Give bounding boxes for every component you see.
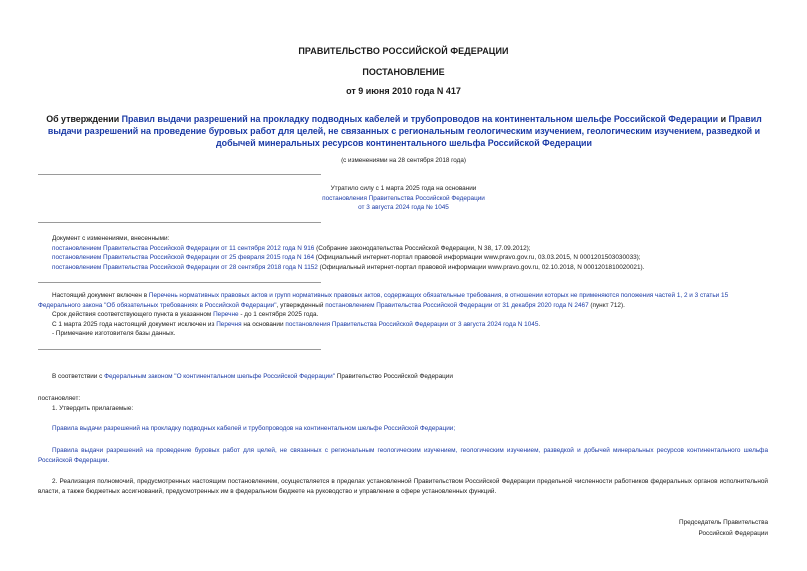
doc-changes-list xyxy=(52,234,772,272)
changes-note: (с изменениями на 28 сентября 2018 года) xyxy=(341,157,466,164)
lost-force-decree-number-link[interactable]: от 3 августа 2024 года № 1045 xyxy=(358,204,449,212)
exclusion-paragraph: С 1 марта 2025 года настоящий документ исключен из Перечня на основании постановления Правительства Российской Федерации от 3 августа 2024 года N 1045. xyxy=(52,320,541,328)
list-of-acts-link[interactable]: Перечень нормативных правовых актов и групп нормативных правовых актов, содержащих обязательные требования, в отношении которых не применяются положения частей 1, 2 и 3 статьи 15 Федерального закона "Об обязательных требованиях в Российской Федерации" xyxy=(38,292,729,309)
item-1: 1. Утвердить прилагаемые: xyxy=(52,405,134,412)
amendment-link[interactable]: постановлением Правительства Российской Федерации от 25 февраля 2015 года N 164 xyxy=(52,254,315,262)
doc-changes-heading: Документ с изменениями, внесенными: xyxy=(52,235,170,242)
divider xyxy=(38,174,321,175)
lost-force-line: Утратило силу с 1 марта 2025 года на основании xyxy=(330,185,477,192)
date-number-heading: от 9 июня 2010 года N 417 xyxy=(346,86,461,96)
signature-title: Председатель Правительства xyxy=(679,519,768,526)
document-title xyxy=(30,113,778,149)
divider xyxy=(38,282,321,283)
continental-shelf-law-link[interactable]: Федеральным законом "О континентальном шельфе Российской Федерации" xyxy=(104,373,335,380)
divider xyxy=(38,349,321,350)
signature-org: Российской Федерации xyxy=(698,529,768,537)
lost-force-note xyxy=(250,184,557,213)
doc-type-heading: ПОСТАНОВЛЕНИЕ xyxy=(362,67,445,77)
decree-2467-link[interactable]: постановлением Правительства Российской Федерации от 31 декабря 2020 года N 2467 xyxy=(325,301,589,309)
rules-cables-link[interactable]: Правил выдачи разрешений на прокладку подводных кабелей и трубопроводов на континентальном шельфе Российской Федерации xyxy=(121,114,719,124)
divider xyxy=(38,222,321,223)
list-link[interactable]: Перечня xyxy=(216,320,242,328)
lost-force-decree-link[interactable]: постановления Правительства Российской Федерации xyxy=(322,194,485,202)
validity-paragraph: Срок действия соответствующего пункта в указанном Перечне - до 1 сентября 2025 года. xyxy=(52,311,319,319)
list-item: постановлением Правительства Российской Федерации от 11 сентября 2012 года N 916 (Собрание законодательства Российской Федерации, N 38, 17.09.2012); xyxy=(52,244,531,252)
amendment-link[interactable]: постановлением Правительства Российской Федерации от 28 сентября 2018 года N 1152 xyxy=(52,263,318,271)
amendment-link[interactable]: постановлением Правительства Российской Федерации от 11 сентября 2012 года N 916 xyxy=(52,244,315,252)
government-heading: ПРАВИТЕЛЬСТВО РОССИЙСКОЙ ФЕДЕРАЦИИ xyxy=(298,46,509,56)
inclusion-paragraph: Настоящий документ включен в Перечень нормативных правовых актов и групп нормативных правовых актов, содержащих обязательные требования, в отношении которых не применяются положения частей 1, 2 и 3 статьи 15 Федерального закона "Об обязательных требованиях в Российской Федерации", утвержденный постановлением Правительства Российской Федерации от 31 декабря 2020 года N 2467 (пункт 712). xyxy=(38,292,729,309)
list-item: постановлением Правительства Российской Федерации от 25 февраля 2015 года N 164 (Официальный интернет-портал правовой информации www.pravo.gov.ru, 03.03.2015, N 0001201503030033); xyxy=(52,254,641,262)
rules-cables-body-link[interactable]: Правила выдачи разрешений на прокладку подводных кабелей и трубопроводов на континентальном шельфе Российской Федерации; xyxy=(52,425,456,432)
decree-1045-link[interactable]: постановления Правительства Российской Федерации от 3 августа 2024 года N 1045 xyxy=(285,320,539,328)
item-2: 2. Реализация полномочий, предусмотренных настоящим постановлением, осуществляется в пределах установленной Правительством Российской Федерации предельной численности работников федеральных органов исполнительной власти, а также бюджетных ассигнований, предусмотренных им в федеральном бюджете на руководство и управление в сфере установленных функций. xyxy=(38,478,768,495)
preamble: В соответствии с Федеральным законом "О континентальном шельфе Российской Федерации" Правительство Российской Федерации xyxy=(52,373,453,380)
resolves-text: постановляет: xyxy=(38,395,81,402)
inclusion-note xyxy=(38,291,772,339)
list-link[interactable]: Перечне xyxy=(213,311,239,319)
rules-drilling-body-link[interactable]: Правила выдачи разрешений на проведение буровых работ для целей, не связанных с региональным геологическим изучением, геологическим изучением, разведкой и добычей минеральных ресурсов континентального шельфа Российской Федерации. xyxy=(38,447,768,464)
producer-note: - Примечание изготовителя базы данных. xyxy=(52,330,176,338)
title-prefix: Об утверждении xyxy=(46,114,122,124)
rules-drilling-link[interactable]: Правил выдачи разрешений на проведение буровых работ для целей, не связанных с региональным геологическим изучением, геологическим изучением, разведкой и добычей минеральных ресурсов континентального шельфа Российской Федерации xyxy=(47,114,762,148)
list-item: постановлением Правительства Российской Федерации от 28 сентября 2018 года N 1152 (Официальный интернет-портал правовой информации www.pravo.gov.ru, 02.10.2018, N 0001201810020021). xyxy=(52,263,645,271)
title-middle: и xyxy=(718,114,729,124)
signature-block xyxy=(560,518,768,539)
